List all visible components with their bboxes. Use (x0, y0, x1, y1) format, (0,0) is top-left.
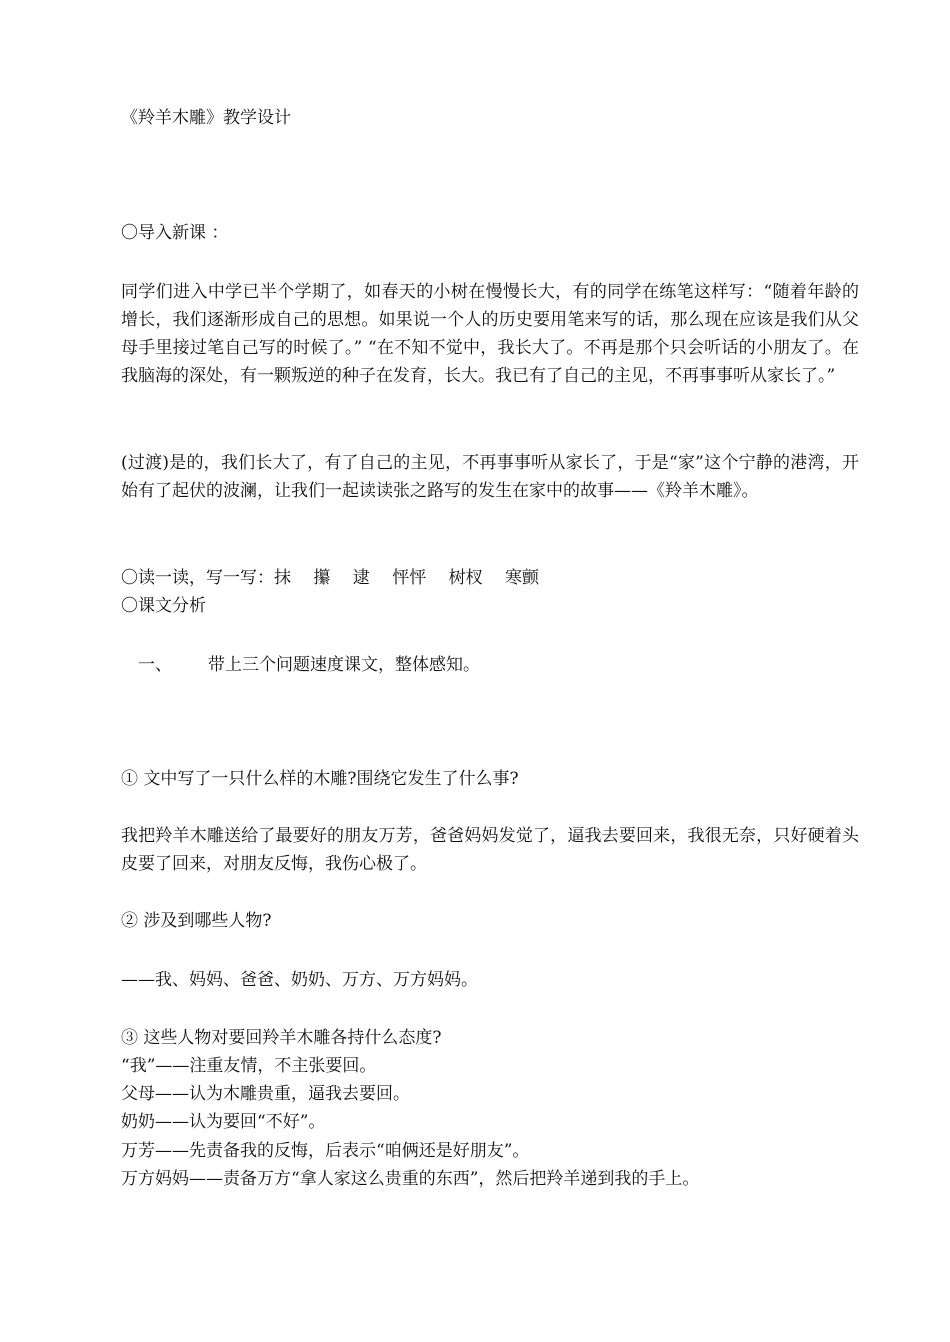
part-one-text: 带上三个问题速度课文，整体感知。 (208, 655, 480, 675)
transition-paragraph: (过渡)是的，我们长大了，有了自己的主见，不再事事听从家长了，于是“家”这个宁静的港湾，开始有了起伏的波澜，让我们一起读读张之路写的发生在家中的故事——《羚羊木雕》。 (121, 453, 859, 501)
answer-1: 我把羚羊木雕送给了最要好的朋友万芳，爸爸妈妈发觉了，逼我去要回来，我很无奈，只好硬着头皮要了回来，对朋友反悔，我伤心极了。 (121, 826, 859, 874)
intro-heading: 〇导入新课 ： (121, 223, 229, 243)
part-one-item (138, 651, 480, 679)
attitude-line: “我”——注重友情，不主张要回。 (121, 1056, 377, 1076)
part-one-number: 一、 (138, 655, 172, 675)
document-title: 《羚羊木雕》教学设计 (121, 108, 291, 128)
answer-2: ——我、妈妈、爸爸、奶奶、万方、万方妈妈。 (121, 970, 478, 990)
attitude-line: 万芳——先责备我的反悔，后表示“咱俩还是好朋友”。 (121, 1141, 530, 1161)
question-2: ② 涉及到哪些人物? (121, 911, 272, 931)
read-write-line: 〇读一读，写一写：抹 攥 逮 怦怦 树杈 寒颤 (121, 568, 540, 588)
question-3: ③ 这些人物对要回羚羊木雕各持什么态度? (121, 1028, 442, 1048)
analysis-heading: 〇课文分析 (121, 596, 206, 616)
attitude-line: 奶奶——认为要回“不好”。 (121, 1112, 326, 1132)
attitude-line: 万方妈妈——责备万方“拿人家这么贵重的东西”，然后把羚羊递到我的手上。 (121, 1169, 700, 1189)
question-1: ① 文中写了一只什么样的木雕?围绕它发生了什么事? (121, 769, 519, 789)
attitude-line: 父母——认为木雕贵重，逼我去要回。 (121, 1084, 410, 1104)
intro-paragraph: 同学们进入中学已半个学期了，如春天的小树在慢慢长大，有的同学在练笔这样写：“随着年龄的增长，我们逐渐形成自己的思想。如果说一个人的历史要用笔来写的话，那么现在应该是我们从父母手里接过笔自己写的时候了。” “在不知不觉中，我长大了。不再是那个只会听话的小朋友了。在我脑海的深处，有一颗叛逆的种子在发育，长大。我已有了自己的主见，不再事事听从家长了。” (121, 282, 859, 386)
